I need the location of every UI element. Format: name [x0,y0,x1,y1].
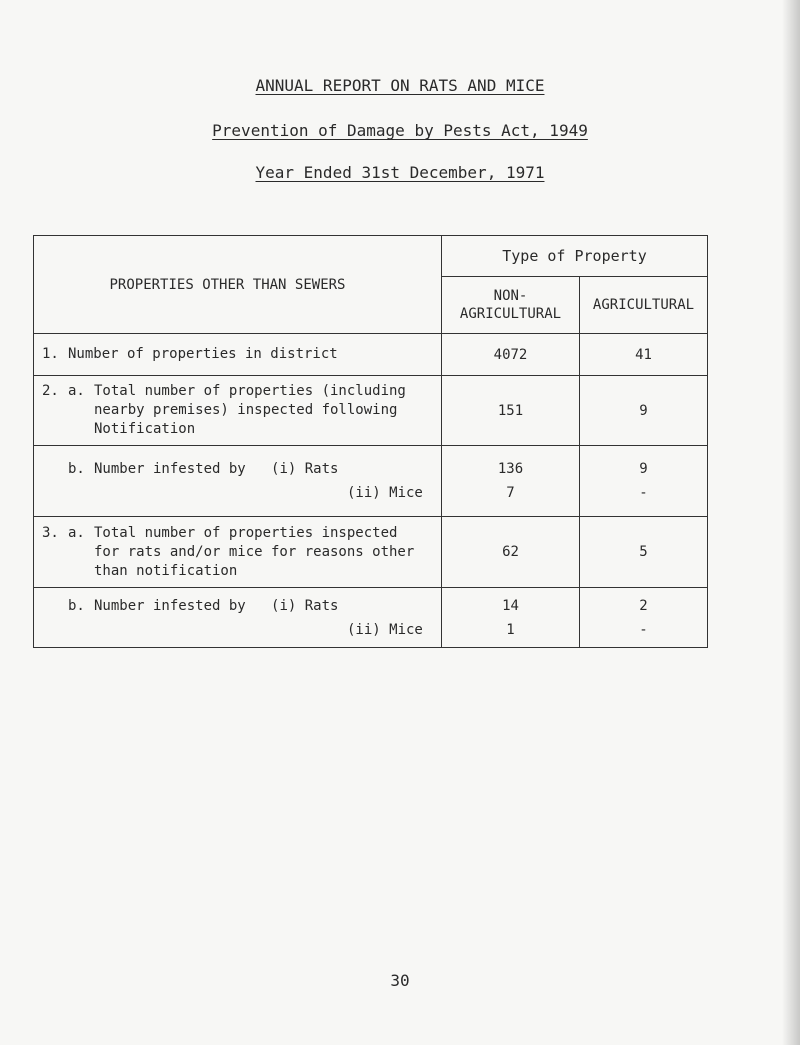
rats-mice-table [33,235,708,648]
table-row [34,588,708,648]
non-agricultural-value: 4072 [442,334,580,376]
table-row [34,446,708,517]
page-edge-shadow [782,0,800,1045]
act-title: Prevention of Damage by Pests Act, 1949 [212,121,588,140]
agricultural-value: 41 [580,334,708,376]
non-agricultural-value: 136 7 [442,446,580,517]
non-agricultural-value: 62 [442,517,580,588]
agricultural-header: AGRICULTURAL [580,277,708,334]
table-row [34,334,708,376]
non-agricultural-value: 151 [442,376,580,446]
properties-header: PROPERTIES OTHER THAN SEWERS [34,236,442,334]
non-agricultural-value: 14 1 [442,588,580,648]
table-row [34,376,708,446]
row-label: 2. a. Total number of properties (including nearby premises) inspected following Notification [34,376,442,446]
non-agricultural-header-line: NON- [493,288,528,304]
row-label: b. Number infested by (i) Rats (ii) Mice [34,446,442,517]
year-ended: Year Ended 31st December, 1971 [255,163,545,182]
table-row [34,517,708,588]
row-label: b. Number infested by (i) Rats (ii) Mice [34,588,442,648]
agricultural-value: 9 [580,376,708,446]
non-agricultural-header-line: AGRICULTURAL [459,306,562,322]
page-number: 30 [390,971,410,990]
row-label: 1. Number of properties in district [34,334,442,376]
type-of-property-header: Type of Property [442,236,708,277]
agricultural-value: 5 [580,517,708,588]
agricultural-value: 9 - [580,446,708,517]
non-agricultural-header [442,277,580,334]
agricultural-value: 2 - [580,588,708,648]
report-title: ANNUAL REPORT ON RATS AND MICE [255,76,545,95]
row-label: 3. a. Total number of properties inspected for rats and/or mice for reasons other than notification [34,517,442,588]
